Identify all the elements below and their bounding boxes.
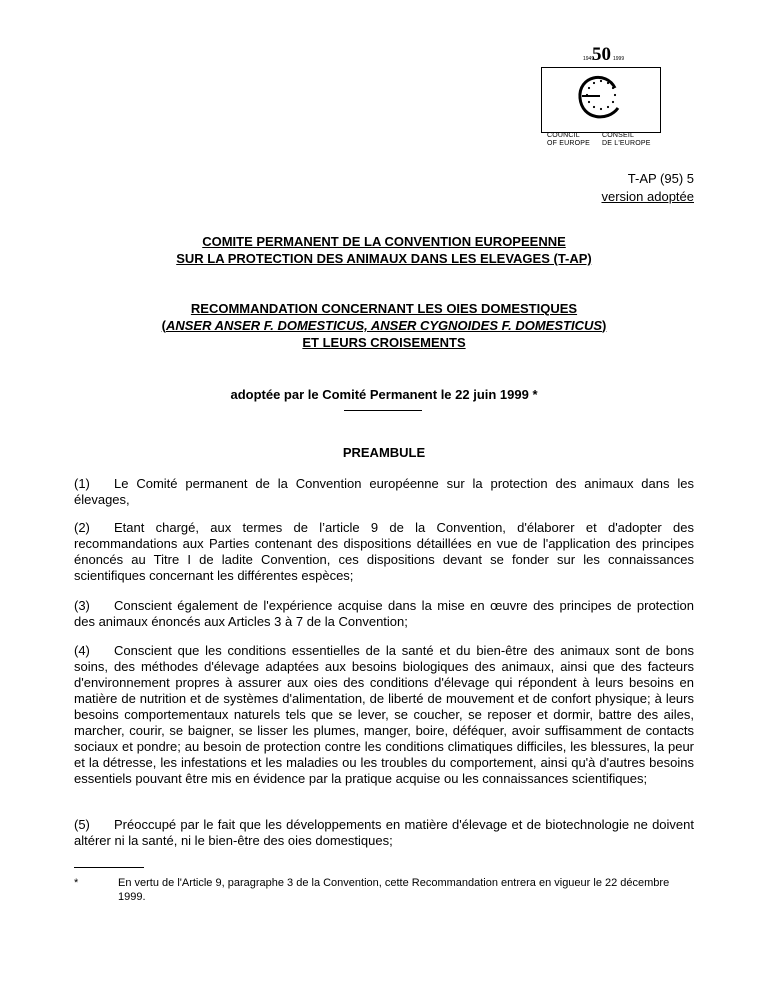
species-names: ANSER ANSER F. DOMESTICUS, ANSER CYGNOIDES F. DOMESTICUS (165, 318, 603, 333)
preamble-heading: PREAMBULE (342, 445, 426, 460)
footnote-separator (74, 867, 144, 868)
adoption-line: adoptée par le Comité Permanent le 22 juin 1999 * (230, 387, 538, 402)
paragraph-text: Préoccupé par le fait que les développements en matière d'élevage et de biotechnologie ne doivent altérer ni la santé, ni le bien-être des oies domestiques; (74, 817, 694, 848)
document-reference (601, 170, 694, 206)
footnote-mark: * (74, 877, 79, 889)
logo-name-en: COUNCIL OF EUROPE (547, 132, 591, 147)
paragraph-5 (74, 817, 694, 849)
footnote-text: En vertu de l'Article 9, paragraphe 3 de la Convention, cette Recommandation entrera en vigueur le 22 décembre 1999. (118, 877, 670, 903)
paragraph-4 (74, 643, 694, 787)
stars-circle-icon (542, 68, 660, 132)
year-start: 1949 (583, 56, 595, 62)
paragraph-number: (5) (74, 817, 90, 832)
paragraph-2 (74, 520, 694, 584)
reference-version: version adoptée (601, 189, 694, 204)
paragraph-3 (74, 598, 694, 630)
committee-heading: COMITE PERMANENT DE LA CONVENTION EUROPEENNE SUR LA PROTECTION DES ANIMAUX DANS LES ELEVAGES (T-AP) (176, 234, 592, 266)
paragraph-text: Le Comité permanent de la Convention européenne sur la protection des animaux dans les élevages, (74, 476, 694, 507)
separator-line (344, 410, 422, 411)
council-of-europe-logo (541, 42, 661, 148)
year-end: 1999 (613, 56, 625, 62)
paragraph-text: Conscient que les conditions essentielles de la santé et du bien-être des animaux sont de bons soins, des méthodes d'élevage adaptées aux besoins biologiques des animaux, ainsi que des facteurs d'environnement propres à assurer aux oies des conditions d'élevage qui répondent à leurs besoins en matière de nutrition et de systèmes d'alimentation, de liberté de mouvement et de confort physique; à leurs besoins comportementaux naturels tels que se lever, se coucher, se reposer et dormir, battre des ailes, marcher, courir, se baigner, se lisser les plumes, manger, boire, déféquer, avoir suffisamment de contacts sociaux et pondre; au besoin de protection contre les conditions climatiques difficiles, les blessures, la peur et la détresse, les infestations et les maladies ou les troubles du comportement, ainsi qu'à d'autres besoins essentiels pouvant être mis en évidence par la pratique acquise ou les connaissances scientifiques; (74, 643, 694, 786)
paragraph-number: (1) (74, 476, 90, 491)
reference-code: T-AP (95) 5 (627, 171, 694, 186)
paragraph-number: (3) (74, 598, 90, 613)
recommendation-title: RECOMMANDATION CONCERNANT LES OIES DOMESTIQUES (ANSER ANSER F. DOMESTICUS, ANSER CYGNOIDES F. DOMESTICUS) ET LEURS CROISEMENTS (161, 301, 607, 350)
anniversary-mark (541, 42, 661, 66)
logo-name-fr: CONSEIL DE L'EUROPE (602, 132, 651, 147)
anniversary-number: 50 (592, 44, 611, 65)
logo-emblem-box (541, 67, 661, 133)
paragraph-number: (4) (74, 643, 90, 658)
paragraph-text: Etant chargé, aux termes de l’article 9 de la Convention, d'élaborer et d'adopter des recommandations aux Parties contenant des dispositions détaillées en vue de l'application des principes énoncés au Titre I de ladite Convention, ces dispositions devant se fonder sur les connaissances scientifiques concernant les différentes espèces; (74, 520, 694, 583)
footnote (74, 876, 694, 906)
paragraph-number: (2) (74, 520, 90, 535)
paragraph-text: Conscient également de l'expérience acquise dans la mise en œuvre des principes de protection des animaux énoncés aux Articles 3 à 7 de la Convention; (74, 598, 694, 629)
paragraph-1 (74, 476, 694, 508)
